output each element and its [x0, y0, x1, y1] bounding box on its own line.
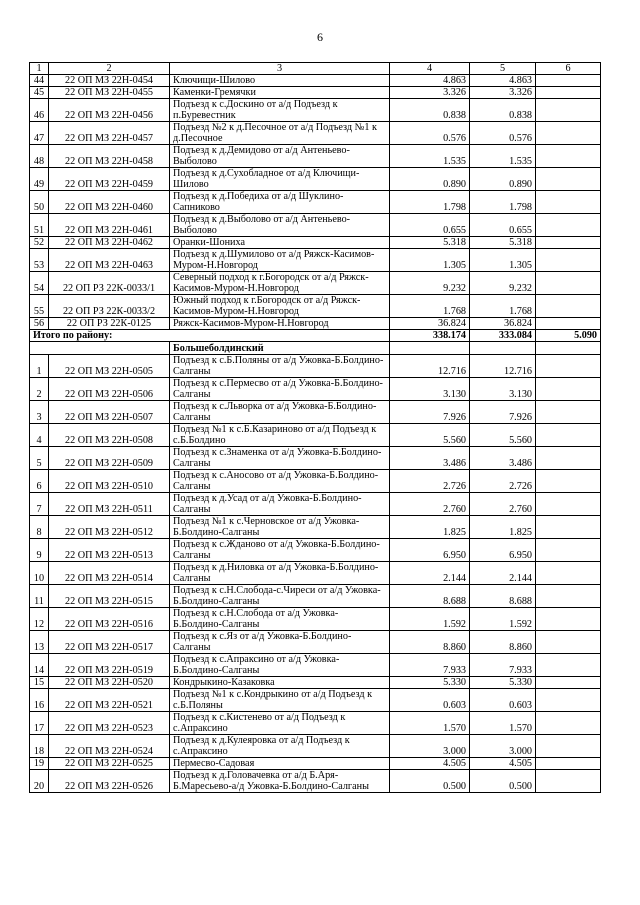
- road-code: 22 ОП МЗ 22Н-0509: [49, 447, 170, 470]
- length-other: [536, 493, 601, 516]
- table-row: [30, 585, 601, 608]
- length-hard-surface: 6.950: [470, 539, 536, 562]
- length-hard-surface: 5.330: [470, 677, 536, 689]
- road-code: 22 ОП МЗ 22Н-0524: [49, 735, 170, 758]
- row-number: 7: [30, 493, 49, 516]
- road-name: Подъезд к д.Шумилово от а/д Ряжск-Касимов-Муром-Н.Новгород: [170, 249, 390, 272]
- road-code: 22 ОП МЗ 22Н-0519: [49, 654, 170, 677]
- road-name: Подъезд к с.Апраксино от а/д Ужовка-Б.Болдино-Салганы: [170, 654, 390, 677]
- road-name: Ключищи-Шилово: [170, 75, 390, 87]
- road-name: Подъезд к с.Льворка от а/д Ужовка-Б.Болдино-Салганы: [170, 401, 390, 424]
- table-row: [30, 631, 601, 654]
- row-number: 20: [30, 770, 49, 793]
- length-total: 8.860: [390, 631, 470, 654]
- row-number: 12: [30, 608, 49, 631]
- length-other: [536, 168, 601, 191]
- length-total: 2.760: [390, 493, 470, 516]
- length-total: 6.950: [390, 539, 470, 562]
- table-row: [30, 770, 601, 793]
- road-name: Подъезд к с.Н.Слобода-с.Чиреси от а/д Ужовка-Б.Болдино-Салганы: [170, 585, 390, 608]
- length-hard-surface: 3.326: [470, 87, 536, 99]
- road-code: 22 ОП МЗ 22Н-0455: [49, 87, 170, 99]
- length-total: 0.655: [390, 214, 470, 237]
- road-name: Южный подход к г.Богородск от а/д Ряжск-Касимов-Муром-Н.Новгород: [170, 295, 390, 318]
- length-hard-surface: 2.726: [470, 470, 536, 493]
- road-code: 22 ОП МЗ 22Н-0525: [49, 758, 170, 770]
- table-row: [30, 654, 601, 677]
- row-number: 13: [30, 631, 49, 654]
- header-cell: 4: [390, 63, 470, 75]
- row-number: 18: [30, 735, 49, 758]
- road-name: Подъезд к с.Яз от а/д Ужовка-Б.Болдино-Салганы: [170, 631, 390, 654]
- road-name: Ряжск-Касимов-Муром-Н.Новгород: [170, 318, 390, 330]
- length-total: 1.570: [390, 712, 470, 735]
- length-hard-surface: 7.926: [470, 401, 536, 424]
- empty-cell: [390, 342, 470, 355]
- length-hard-surface: 0.890: [470, 168, 536, 191]
- road-name: Подъезд к с.Аносово от а/д Ужовка-Б.Болдино-Салганы: [170, 470, 390, 493]
- road-code: 22 ОП МЗ 22Н-0460: [49, 191, 170, 214]
- length-total: 1.305: [390, 249, 470, 272]
- length-total: 1.592: [390, 608, 470, 631]
- length-hard-surface: 9.232: [470, 272, 536, 295]
- table-row: [30, 735, 601, 758]
- length-total: 1.798: [390, 191, 470, 214]
- header-cell: 3: [170, 63, 390, 75]
- length-other: [536, 689, 601, 712]
- table-row: [30, 516, 601, 539]
- table-row: [30, 355, 601, 378]
- length-other: [536, 447, 601, 470]
- length-other: [536, 87, 601, 99]
- table-row: [30, 712, 601, 735]
- length-hard-surface: 0.500: [470, 770, 536, 793]
- length-total: 9.232: [390, 272, 470, 295]
- road-name: Подъезд к д.Демидово от а/д Антеньево-Выболово: [170, 145, 390, 168]
- road-name: Северный подход к г.Богородск от а/д Ряжск-Касимов-Муром-Н.Новгород: [170, 272, 390, 295]
- road-name: Подъезд к д.Ниловка от а/д Ужовка-Б.Болдино-Салганы: [170, 562, 390, 585]
- length-other: [536, 378, 601, 401]
- length-total: 1.768: [390, 295, 470, 318]
- length-other: [536, 424, 601, 447]
- length-total: 5.560: [390, 424, 470, 447]
- row-number: 9: [30, 539, 49, 562]
- length-total: 0.890: [390, 168, 470, 191]
- length-total: 7.933: [390, 654, 470, 677]
- road-code: 22 ОП МЗ 22Н-0461: [49, 214, 170, 237]
- table-row: [30, 401, 601, 424]
- road-code: 22 ОП МЗ 22Н-0507: [49, 401, 170, 424]
- road-code: 22 ОП МЗ 22Н-0517: [49, 631, 170, 654]
- road-code: 22 ОП МЗ 22Н-0516: [49, 608, 170, 631]
- table-row: [30, 677, 601, 689]
- row-number: 54: [30, 272, 49, 295]
- length-other: [536, 516, 601, 539]
- length-hard-surface: 0.576: [470, 122, 536, 145]
- total-other: 5.090: [536, 330, 601, 342]
- row-number: 49: [30, 168, 49, 191]
- road-name: Подъезд к с.Жданово от а/д Ужовка-Б.Болдино-Салганы: [170, 539, 390, 562]
- road-code: 22 ОП МЗ 22Н-0512: [49, 516, 170, 539]
- length-other: [536, 237, 601, 249]
- table-row: [30, 378, 601, 401]
- road-code: 22 ОП МЗ 22Н-0463: [49, 249, 170, 272]
- row-number: 10: [30, 562, 49, 585]
- roads-table: [29, 62, 601, 793]
- table-row: [30, 318, 601, 330]
- road-name: Подъезд к с.Кистенево от а/д Подъезд к с.Апраксино: [170, 712, 390, 735]
- road-code: 22 ОП МЗ 22Н-0521: [49, 689, 170, 712]
- road-code: 22 ОП МЗ 22Н-0459: [49, 168, 170, 191]
- length-other: [536, 677, 601, 689]
- length-hard-surface: 0.838: [470, 99, 536, 122]
- length-total: 3.486: [390, 447, 470, 470]
- length-other: [536, 145, 601, 168]
- length-total: 3.000: [390, 735, 470, 758]
- road-code: 22 ОП МЗ 22Н-0506: [49, 378, 170, 401]
- road-name: Подъезд к с.Б.Поляны от а/д Ужовка-Б.Болдино-Салганы: [170, 355, 390, 378]
- length-hard-surface: 4.863: [470, 75, 536, 87]
- length-other: [536, 654, 601, 677]
- road-name: Подъезд №1 к с.Б.Казариново от а/д Подъезд к с.Б.Болдино: [170, 424, 390, 447]
- road-code: 22 ОП МЗ 22Н-0508: [49, 424, 170, 447]
- road-name: Кондрыкино-Казаковка: [170, 677, 390, 689]
- road-code: 22 ОП МЗ 22Н-0510: [49, 470, 170, 493]
- length-total: 0.603: [390, 689, 470, 712]
- length-total: 12.716: [390, 355, 470, 378]
- length-other: [536, 249, 601, 272]
- length-hard-surface: 12.716: [470, 355, 536, 378]
- length-hard-surface: 5.318: [470, 237, 536, 249]
- length-other: [536, 770, 601, 793]
- road-name: Подъезд к с.Н.Слобода от а/д Ужовка-Б.Болдино-Салганы: [170, 608, 390, 631]
- row-number: 3: [30, 401, 49, 424]
- road-code: 22 ОП РЗ 22К-0125: [49, 318, 170, 330]
- length-other: [536, 295, 601, 318]
- row-number: 47: [30, 122, 49, 145]
- length-hard-surface: 3.000: [470, 735, 536, 758]
- row-number: 4: [30, 424, 49, 447]
- road-code: 22 ОП РЗ 22К-0033/1: [49, 272, 170, 295]
- road-code: 22 ОП МЗ 22Н-0514: [49, 562, 170, 585]
- length-hard-surface: 1.798: [470, 191, 536, 214]
- empty-cell: [470, 342, 536, 355]
- road-name: Подъезд №1 к с.Кондрыкино от а/д Подъезд к с.Б.Поляны: [170, 689, 390, 712]
- length-other: [536, 272, 601, 295]
- road-name: Подъезд к д.Усад от а/д Ужовка-Б.Болдино-Салганы: [170, 493, 390, 516]
- header-cell: 5: [470, 63, 536, 75]
- road-code: 22 ОП МЗ 22Н-0520: [49, 677, 170, 689]
- length-total: 1.535: [390, 145, 470, 168]
- road-name: Подъезд к д.Победиха от а/д Шуклино-Сапниково: [170, 191, 390, 214]
- length-total: 3.326: [390, 87, 470, 99]
- length-other: [536, 608, 601, 631]
- road-code: 22 ОП МЗ 22Н-0513: [49, 539, 170, 562]
- road-code: 22 ОП МЗ 22Н-0526: [49, 770, 170, 793]
- road-code: 22 ОП МЗ 22Н-0462: [49, 237, 170, 249]
- district-title: Большеболдинский: [170, 342, 390, 355]
- length-total: 7.926: [390, 401, 470, 424]
- page-number: 6: [317, 30, 323, 44]
- section-spacer: [30, 342, 170, 355]
- length-total: 5.330: [390, 677, 470, 689]
- length-other: [536, 191, 601, 214]
- road-name: Подъезд к д.Кулеяровка от а/д Подъезд к с.Апраксино: [170, 735, 390, 758]
- table-row: [30, 295, 601, 318]
- length-other: [536, 585, 601, 608]
- row-number: 11: [30, 585, 49, 608]
- length-total: 3.130: [390, 378, 470, 401]
- road-name: Подъезд к д.Сухобладное от а/д Ключищи-Шилово: [170, 168, 390, 191]
- table-row: [30, 608, 601, 631]
- row-number: 55: [30, 295, 49, 318]
- row-number: 2: [30, 378, 49, 401]
- length-total: 2.144: [390, 562, 470, 585]
- row-number: 14: [30, 654, 49, 677]
- total-length: 338.174: [390, 330, 470, 342]
- row-number: 56: [30, 318, 49, 330]
- empty-cell: [536, 342, 601, 355]
- length-other: [536, 539, 601, 562]
- total-hard-surface: 333.084: [470, 330, 536, 342]
- road-name: Подъезд к с.Знаменка от а/д Ужовка-Б.Болдино-Салганы: [170, 447, 390, 470]
- length-other: [536, 99, 601, 122]
- length-total: 0.838: [390, 99, 470, 122]
- length-total: 4.863: [390, 75, 470, 87]
- table-row: [30, 75, 601, 87]
- length-total: 2.726: [390, 470, 470, 493]
- length-total: 0.576: [390, 122, 470, 145]
- length-hard-surface: 2.144: [470, 562, 536, 585]
- length-hard-surface: 7.933: [470, 654, 536, 677]
- road-code: 22 ОП МЗ 22Н-0457: [49, 122, 170, 145]
- length-total: 36.824: [390, 318, 470, 330]
- table-row: [30, 272, 601, 295]
- row-number: 16: [30, 689, 49, 712]
- length-hard-surface: 1.305: [470, 249, 536, 272]
- length-other: [536, 735, 601, 758]
- row-number: 53: [30, 249, 49, 272]
- row-number: 15: [30, 677, 49, 689]
- row-number: 5: [30, 447, 49, 470]
- column-number-row: [30, 63, 601, 75]
- table-row: [30, 424, 601, 447]
- length-other: [536, 401, 601, 424]
- length-total: 5.318: [390, 237, 470, 249]
- table-row: [30, 447, 601, 470]
- length-hard-surface: 8.860: [470, 631, 536, 654]
- length-hard-surface: 1.825: [470, 516, 536, 539]
- row-number: 8: [30, 516, 49, 539]
- road-code: 22 ОП МЗ 22Н-0505: [49, 355, 170, 378]
- header-cell: 1: [30, 63, 49, 75]
- row-number: 52: [30, 237, 49, 249]
- road-name: Подъезд №1 к с.Черновское от а/д Ужовка-Б.Болдино-Салганы: [170, 516, 390, 539]
- road-name: Подъезд к с.Пермесво от а/д Ужовка-Б.Болдино-Салганы: [170, 378, 390, 401]
- road-code: 22 ОП МЗ 22Н-0511: [49, 493, 170, 516]
- table-row: [30, 145, 601, 168]
- length-total: 8.688: [390, 585, 470, 608]
- road-code: 22 ОП МЗ 22Н-0515: [49, 585, 170, 608]
- total-label: Итого по району:: [30, 330, 390, 342]
- length-hard-surface: 36.824: [470, 318, 536, 330]
- length-other: [536, 758, 601, 770]
- length-other: [536, 75, 601, 87]
- length-hard-surface: 0.655: [470, 214, 536, 237]
- table-row: [30, 689, 601, 712]
- length-hard-surface: 3.130: [470, 378, 536, 401]
- length-other: [536, 318, 601, 330]
- length-hard-surface: 1.768: [470, 295, 536, 318]
- road-name: Пермесво-Садовая: [170, 758, 390, 770]
- length-hard-surface: 8.688: [470, 585, 536, 608]
- row-number: 45: [30, 87, 49, 99]
- table-row: [30, 249, 601, 272]
- road-name: Подъезд №2 к д.Песочное от а/д Подъезд №1 к д.Песочное: [170, 122, 390, 145]
- length-total: 1.825: [390, 516, 470, 539]
- length-hard-surface: 1.570: [470, 712, 536, 735]
- row-number: 6: [30, 470, 49, 493]
- road-name: Подъезд к д.Выболово от а/д Антеньево-Выболово: [170, 214, 390, 237]
- length-total: 0.500: [390, 770, 470, 793]
- length-other: [536, 122, 601, 145]
- road-code: 22 ОП МЗ 22Н-0454: [49, 75, 170, 87]
- row-number: 51: [30, 214, 49, 237]
- table-row: [30, 122, 601, 145]
- length-hard-surface: 3.486: [470, 447, 536, 470]
- table-row: [30, 539, 601, 562]
- length-hard-surface: 4.505: [470, 758, 536, 770]
- length-hard-surface: 1.592: [470, 608, 536, 631]
- row-number: 19: [30, 758, 49, 770]
- table-row: [30, 87, 601, 99]
- row-number: 17: [30, 712, 49, 735]
- length-hard-surface: 5.560: [470, 424, 536, 447]
- table-row: [30, 191, 601, 214]
- road-name: Оранки-Шониха: [170, 237, 390, 249]
- length-hard-surface: 1.535: [470, 145, 536, 168]
- row-number: 46: [30, 99, 49, 122]
- road-code: 22 ОП РЗ 22К-0033/2: [49, 295, 170, 318]
- row-number: 1: [30, 355, 49, 378]
- length-total: 4.505: [390, 758, 470, 770]
- table-row: [30, 758, 601, 770]
- table-row: [30, 470, 601, 493]
- row-number: 50: [30, 191, 49, 214]
- table-row: [30, 168, 601, 191]
- length-other: [536, 355, 601, 378]
- road-name: Каменки-Гремячки: [170, 87, 390, 99]
- row-number: 48: [30, 145, 49, 168]
- length-hard-surface: 2.760: [470, 493, 536, 516]
- header-cell: 2: [49, 63, 170, 75]
- table-row: [30, 237, 601, 249]
- section-header-row: [30, 342, 601, 355]
- road-code: 22 ОП МЗ 22Н-0523: [49, 712, 170, 735]
- table-row: [30, 214, 601, 237]
- table-row: [30, 562, 601, 585]
- length-other: [536, 712, 601, 735]
- length-other: [536, 214, 601, 237]
- road-code: 22 ОП МЗ 22Н-0458: [49, 145, 170, 168]
- row-number: 44: [30, 75, 49, 87]
- length-other: [536, 562, 601, 585]
- table-row: [30, 99, 601, 122]
- length-hard-surface: 0.603: [470, 689, 536, 712]
- district-total-row: [30, 330, 601, 342]
- header-cell: 6: [536, 63, 601, 75]
- length-other: [536, 631, 601, 654]
- road-name: Подъезд к с.Доскино от а/д Подъезд к п.Буревестник: [170, 99, 390, 122]
- road-code: 22 ОП МЗ 22Н-0456: [49, 99, 170, 122]
- table-row: [30, 493, 601, 516]
- length-other: [536, 470, 601, 493]
- road-name: Подъезд к д.Головачевка от а/д Б.Аря-Б.Маресьево-а/д Ужовка-Б.Болдино-Салганы: [170, 770, 390, 793]
